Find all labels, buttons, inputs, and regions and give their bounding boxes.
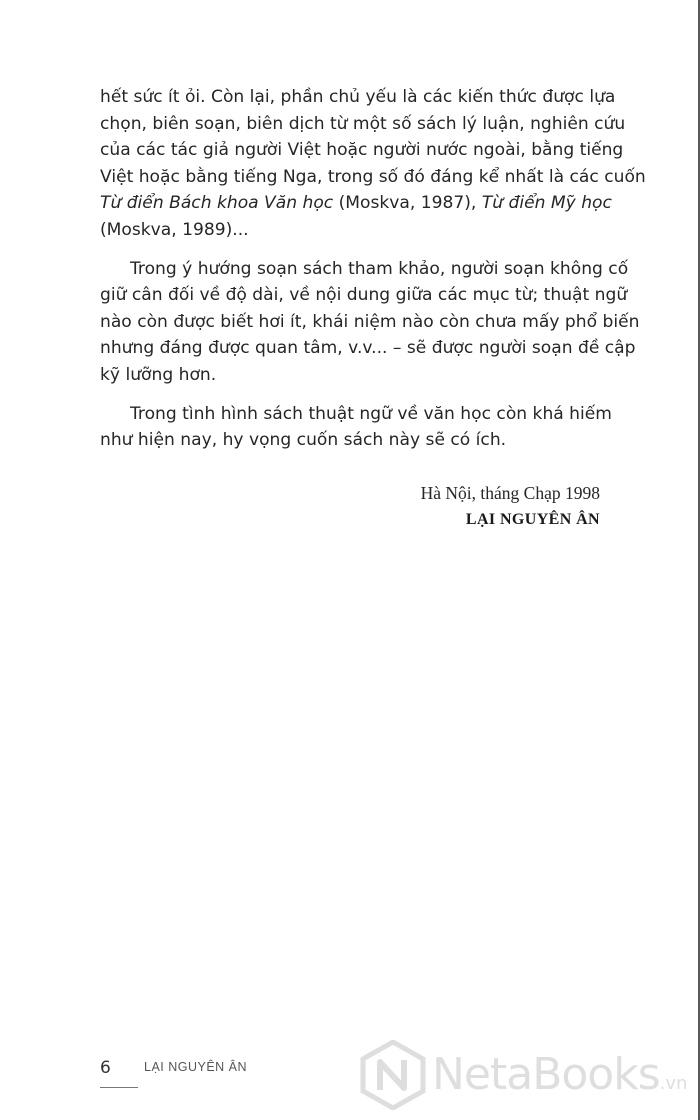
text-line: chọn, biên soạn, biên dịch từ một số sách lý luận, nghiên cứu [100, 113, 626, 134]
text-line: kỹ lưỡng hơn. [100, 364, 217, 385]
place-date: Hà Nội, tháng Chạp 1998 [420, 483, 600, 503]
watermark-text [432, 1050, 687, 1109]
text-line: nhưng đáng được quan tâm, v.v... – sẽ được người soạn đề cập [100, 338, 636, 359]
paragraph-3 [100, 401, 612, 454]
text-line: của các tác giả người Việt hoặc người nước ngoài, bằng tiếng [100, 140, 624, 161]
page-footer [100, 1058, 247, 1078]
watermark [360, 1040, 700, 1110]
text-line: hết sức ít ỏi. Còn lại, phần chủ yếu là các kiến thức được lựa [100, 87, 616, 107]
text-fragment: Trong tình hình sách thuật ngữ về văn học còn khá hiếm [130, 403, 612, 424]
text-line [100, 256, 629, 283]
text-line: như hiện nay, hy vọng cuốn sách này sẽ có ích. [100, 430, 507, 451]
watermark-suffix: .vn [659, 1073, 688, 1094]
text-line [100, 401, 612, 428]
book-title-italic: Từ điển Mỹ học [481, 193, 612, 214]
text-line-with-titles [100, 190, 612, 217]
text-fragment: (Moskva, 1987), [333, 193, 482, 214]
author-name: LẠI NGUYÊN ÂN [465, 511, 600, 528]
text-fragment: Trong ý hướng soạn sách tham khảo, người soạn không cố [130, 258, 629, 279]
signature-block [421, 480, 600, 534]
text-line: nào còn được biết hơi ít, khái niệm nào còn chưa mấy phổ biến [100, 311, 640, 332]
watermark-brand: NetaBooks [432, 1049, 660, 1100]
text-line: giữ cân đối về độ dài, về nội dung giữa các mục từ; thuật ngữ [100, 285, 628, 306]
footer-rule [100, 1087, 138, 1088]
page-number: 6 [100, 1058, 111, 1078]
text-line: (Moskva, 1989)... [100, 219, 249, 240]
body-text [100, 84, 646, 454]
book-title-italic: Từ điển Bách khoa Văn học [100, 193, 334, 214]
paragraph-2 [100, 256, 640, 389]
text-line: Việt hoặc bằng tiếng Nga, trong số đó đáng kể nhất là các cuốn [100, 166, 646, 187]
paragraph-1 [100, 84, 646, 244]
netabooks-logo-icon [360, 1040, 426, 1110]
running-head: LẠI NGUYÊN ÂN [144, 1060, 248, 1074]
